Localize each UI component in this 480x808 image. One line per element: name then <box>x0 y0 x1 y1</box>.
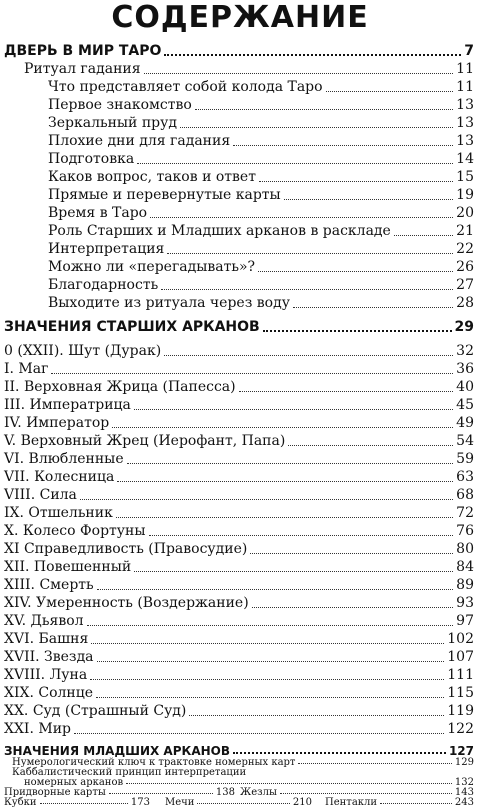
page-title: СОДЕРЖАНИЕ <box>111 0 369 35</box>
dot-leader <box>80 499 453 500</box>
entry-label: Что представляет собой колода Таро <box>48 79 323 95</box>
entry-label: XIII. Смерть <box>4 577 94 593</box>
entry-label: Благодарность <box>48 277 159 293</box>
dot-leader <box>164 355 453 356</box>
dot-leader <box>90 679 444 680</box>
page-number: 27 <box>456 277 474 293</box>
dot-leader <box>288 445 453 446</box>
dot-leader <box>40 803 128 804</box>
dot-leader <box>144 73 454 74</box>
toc-entry[interactable] <box>48 78 474 96</box>
page-number: 102 <box>447 631 474 647</box>
toc-entry[interactable] <box>4 450 474 468</box>
page-number: 93 <box>456 595 474 611</box>
page-number: 68 <box>456 487 474 503</box>
toc-entry[interactable] <box>4 432 474 450</box>
toc-entry[interactable] <box>4 342 474 360</box>
entry-label: III. Императрица <box>4 397 131 413</box>
entry-label: XIV. Умеренность (Воздержание) <box>4 595 249 611</box>
toc-entry[interactable] <box>4 522 474 540</box>
toc-entry[interactable] <box>165 798 312 808</box>
toc-entry[interactable] <box>4 612 474 630</box>
entry-label: XI Справедливость (Правосудие) <box>4 541 248 557</box>
toc-entry[interactable] <box>48 276 474 294</box>
dot-leader <box>127 463 454 464</box>
page-number: 36 <box>456 361 474 377</box>
toc-entry[interactable] <box>4 788 235 798</box>
toc-entry[interactable] <box>4 576 474 594</box>
dot-leader <box>97 589 453 590</box>
dot-leader <box>149 535 454 536</box>
page-number: 32 <box>456 343 474 359</box>
toc-entry[interactable] <box>4 468 474 486</box>
section-label: ЗНАЧЕНИЯ СТАРШИХ АРКАНОВ <box>4 319 260 335</box>
entry-label: VII. Колесница <box>4 469 115 485</box>
page-number: 14 <box>456 151 474 167</box>
page-number: 122 <box>447 721 474 737</box>
page-number: 132 <box>454 777 474 788</box>
page-number: 13 <box>456 115 474 131</box>
toc-entry[interactable] <box>48 132 474 150</box>
dot-leader <box>96 697 444 698</box>
entry-label: Плохие дни для гадания <box>48 133 231 149</box>
page-number: 19 <box>456 187 474 203</box>
entry-label: Мечи <box>165 797 195 808</box>
entry-label: Кубки <box>4 797 37 808</box>
entry-label: XXI. Мир <box>4 721 71 737</box>
toc-entry[interactable] <box>24 60 474 78</box>
entry-label: Интерпретация <box>48 241 165 257</box>
page-number: 15 <box>456 169 474 185</box>
entry-label: II. Верховная Жрица (Папесса) <box>4 379 236 395</box>
dot-leader <box>167 253 453 254</box>
page-number: 89 <box>456 577 474 593</box>
dot-leader <box>233 145 453 146</box>
page-number: 49 <box>456 415 474 431</box>
dot-leader <box>134 571 453 572</box>
page-number: 45 <box>456 397 474 413</box>
dot-leader <box>326 91 454 92</box>
page-number: 129 <box>454 757 474 768</box>
entry-label: Можно ли «перегадывать»? <box>48 259 256 275</box>
page-number: 40 <box>456 379 474 395</box>
page-number: 26 <box>456 259 474 275</box>
dot-leader <box>280 793 452 794</box>
page-number: 11 <box>456 79 474 95</box>
entry-label: Придворные карты <box>4 787 106 798</box>
entry-label: Выходите из ритуала через воду <box>48 295 290 311</box>
entry-label: VI. Влюбленные <box>4 451 124 467</box>
toc-entry[interactable] <box>48 222 474 240</box>
entry-label: X. Колесо Фортуны <box>4 523 146 539</box>
dot-leader <box>263 330 452 332</box>
page-number: 84 <box>456 559 474 575</box>
toc-entry[interactable] <box>4 630 474 648</box>
toc-section-major-arcana-title[interactable] <box>4 318 474 336</box>
entry-label: IX. Отшельник <box>4 505 113 521</box>
dot-leader <box>284 199 453 200</box>
dot-leader <box>87 625 454 626</box>
page-number: 97 <box>456 613 474 629</box>
dot-leader <box>250 553 453 554</box>
toc-entry[interactable] <box>48 114 474 132</box>
section-label: ДВЕРЬ В МИР ТАРО <box>4 43 162 59</box>
entry-label: Нумерологический ключ к трактовке номерных карт <box>12 757 296 768</box>
page-number: 29 <box>454 319 474 335</box>
page-number: 21 <box>456 223 474 239</box>
toc-entry[interactable] <box>4 558 474 576</box>
entry-label: Роль Старших и Младших арканов в раскладе <box>48 223 391 239</box>
toc-entry[interactable] <box>48 240 474 258</box>
entry-label: XII. Повешенный <box>4 559 132 575</box>
page-number: 138 <box>215 787 235 798</box>
page-number: 28 <box>456 295 474 311</box>
entry-label-continuation: номерных арканов <box>24 777 124 788</box>
page-number: 20 <box>456 205 474 221</box>
dot-leader <box>161 289 453 290</box>
dot-leader <box>239 391 454 392</box>
toc-entry[interactable] <box>325 798 474 808</box>
entry-label: XVII. Звезда <box>4 649 94 665</box>
page-number: 13 <box>456 97 474 113</box>
entry-label: Жезлы <box>240 787 277 798</box>
toc-entry[interactable] <box>4 414 474 432</box>
entry-label: XVI. Башня <box>4 631 89 647</box>
dot-leader <box>293 307 453 308</box>
page-number: 72 <box>456 505 474 521</box>
entry-label: XV. Дьявол <box>4 613 84 629</box>
toc-entry[interactable] <box>4 378 474 396</box>
entry-label: Первое знакомство <box>48 97 192 113</box>
dot-leader <box>51 373 453 374</box>
entry-label: XVIII. Луна <box>4 667 88 683</box>
toc-entry[interactable] <box>4 360 474 378</box>
toc-entry[interactable] <box>48 186 474 204</box>
page-number: 63 <box>456 469 474 485</box>
page-number: 11 <box>456 61 474 77</box>
dot-leader <box>233 752 446 754</box>
entry-label: Время в Таро <box>48 205 148 221</box>
entry-label: Ритуал гадания <box>24 61 141 77</box>
dot-leader <box>74 733 444 734</box>
toc-entry[interactable] <box>4 666 474 684</box>
dot-leader <box>112 427 453 428</box>
page-number: 119 <box>447 703 474 719</box>
dot-leader <box>137 163 453 164</box>
entry-label: XX. Суд (Страшный Суд) <box>4 703 187 719</box>
dot-leader <box>394 235 453 236</box>
page-number: 127 <box>448 744 474 758</box>
page-number: 7 <box>464 43 474 59</box>
entry-label: Прямые и перевернутые карты <box>48 187 281 203</box>
page-number: 76 <box>456 523 474 539</box>
dot-leader <box>258 271 453 272</box>
dot-leader <box>189 715 444 716</box>
page-number: 59 <box>456 451 474 467</box>
page-number: 13 <box>456 133 474 149</box>
toc-entry[interactable] <box>4 540 474 558</box>
toc-entry[interactable] <box>4 648 474 666</box>
page-number: 107 <box>447 649 474 665</box>
dot-leader <box>150 217 453 218</box>
dot-leader <box>298 763 451 764</box>
toc-entry[interactable] <box>48 150 474 168</box>
entry-label: Каббалистический принцип интерпретации <box>12 767 247 778</box>
page-number: 111 <box>447 667 474 683</box>
toc-entry[interactable] <box>4 720 474 738</box>
page-number: 243 <box>454 797 474 808</box>
dot-leader <box>195 109 453 110</box>
entry-label: 0 (XXII). Шут (Дурак) <box>4 343 162 359</box>
toc-entry[interactable] <box>4 396 474 414</box>
page-number: 210 <box>292 797 312 808</box>
dot-leader <box>117 481 453 482</box>
toc-entry[interactable] <box>4 684 474 702</box>
entry-label: Пентакли <box>325 797 378 808</box>
toc-entry[interactable] <box>48 96 474 114</box>
entry-label: Зеркальный пруд <box>48 115 177 131</box>
toc-entry[interactable] <box>4 702 474 720</box>
page-number: 173 <box>130 797 150 808</box>
dot-leader <box>180 127 453 128</box>
page-number: 115 <box>447 685 474 701</box>
entry-label: V. Верховный Жрец (Иерофант, Папа) <box>4 433 286 449</box>
entry-label: XIX. Солнце <box>4 685 94 701</box>
page-number: 143 <box>454 787 474 798</box>
dot-leader <box>126 783 452 784</box>
toc-entry[interactable] <box>4 486 474 504</box>
dot-leader <box>134 409 453 410</box>
dot-leader <box>259 181 453 182</box>
entry-label: IV. Император <box>4 415 110 431</box>
page-number: 54 <box>456 433 474 449</box>
toc-entry[interactable] <box>48 204 474 222</box>
dot-leader <box>380 803 452 804</box>
section-label: ЗНАЧЕНИЯ МЛАДШИХ АРКАНОВ <box>4 744 231 758</box>
entry-label: Каков вопрос, таков и ответ <box>48 169 256 185</box>
toc-section-minor-arcana[interactable] <box>4 744 474 758</box>
toc-entry[interactable] <box>48 168 474 186</box>
dot-leader <box>97 661 445 662</box>
toc-entry[interactable] <box>48 258 474 276</box>
entry-label: VIII. Сила <box>4 487 77 503</box>
entry-label: Подготовка <box>48 151 135 167</box>
dot-leader <box>164 54 461 56</box>
dot-leader <box>109 793 213 794</box>
toc-entry[interactable] <box>4 594 474 612</box>
page-number: 22 <box>456 241 474 257</box>
dot-leader <box>252 607 454 608</box>
dot-leader <box>116 517 453 518</box>
toc-entry[interactable] <box>4 798 150 808</box>
page-number: 80 <box>456 541 474 557</box>
toc-section-door[interactable] <box>4 42 474 60</box>
dot-leader <box>197 803 289 804</box>
toc-entry[interactable] <box>48 294 474 312</box>
dot-leader <box>91 643 444 644</box>
entry-label: I. Маг <box>4 361 49 377</box>
toc-entry[interactable] <box>4 504 474 522</box>
